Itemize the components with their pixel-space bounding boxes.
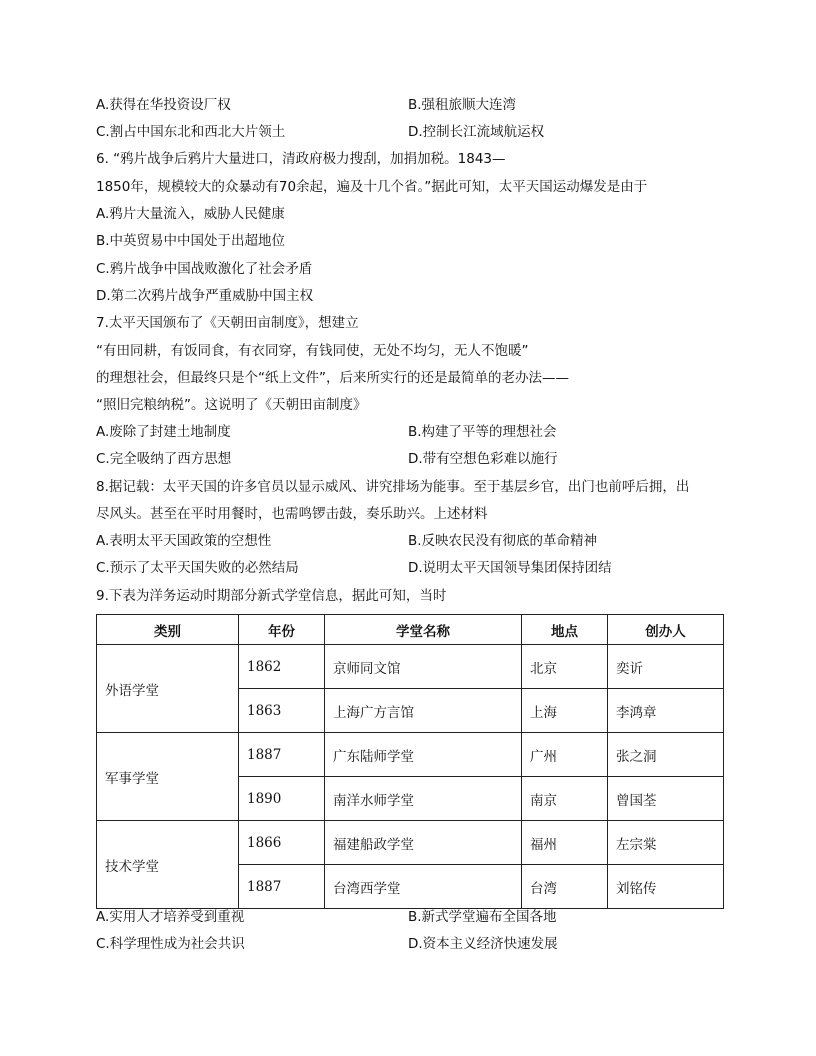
header-founder: 创办人 — [608, 615, 724, 645]
q7-stem-line1: 7.太平天国颁布了《天朝田亩制度》，想建立 — [96, 315, 359, 331]
q7-stem-line3: 的理想社会，但最终只是个“纸上文件”，后来所实行的还是最简单的老办法—— — [96, 370, 569, 386]
header-year: 年份 — [239, 615, 325, 645]
q7-option-b: B.构建了平等的理想社会 — [408, 424, 557, 440]
q6-option-b: B.中英贸易中中国处于出超地位 — [96, 233, 286, 249]
table-row — [97, 821, 724, 865]
q5-option-d: D.控制长江流域航运权 — [408, 124, 545, 140]
q6-option-d: D.第二次鸦片战争严重威胁中国主权 — [96, 288, 314, 304]
school-name-cell: 上海广方言馆 — [325, 689, 522, 733]
founder-cell: 刘铭传 — [608, 865, 724, 909]
year-cell: 1887 — [239, 865, 325, 909]
q9-option-a: A.实用人才培养受到重视 — [96, 909, 245, 925]
location-cell: 广州 — [522, 733, 608, 777]
school-name-cell: 福建船政学堂 — [325, 821, 522, 865]
q5-option-b: B.强租旅顺大连湾 — [408, 97, 517, 113]
q6-stem-line2: 1850年，规模较大的众暴动有70余起，遍及十几个省。”据此可知，太平天国运动爆发是由于 — [96, 179, 648, 195]
category-cell: 技术学堂 — [97, 821, 239, 909]
q8-stem-line2: 尽风头。甚至在平时用餐时，也需鸣锣击鼓，奏乐助兴。上述材料 — [96, 506, 488, 522]
q8-stem-line1: 8.据记载：太平天国的许多官员以显示威风、讲究排场为能事。至于基层乡官，出门也前呼后拥，出 — [96, 479, 690, 495]
header-category: 类别 — [97, 615, 239, 645]
q7-option-a: A.废除了封建土地制度 — [96, 424, 231, 440]
q9-option-d: D.资本主义经济快速发展 — [408, 936, 558, 952]
school-name-cell: 广东陆师学堂 — [325, 733, 522, 777]
q8-option-c: C.预示了太平天国失败的必然结局 — [96, 560, 299, 576]
schools-table — [96, 614, 724, 909]
q9-option-b: B.新式学堂遍布全国各地 — [408, 909, 557, 925]
school-name-cell: 京师同文馆 — [325, 645, 522, 689]
q9-stem: 9.下表为洋务运动时期部分新式学堂信息，据此可知，当时 — [96, 588, 447, 604]
q5-option-a: A.获得在华投资设厂权 — [96, 97, 231, 113]
q9-option-c: C.科学理性成为社会共识 — [96, 936, 245, 952]
location-cell: 南京 — [522, 777, 608, 821]
q7-stem-line2: “有田同耕，有饭同食，有衣同穿，有钱同使，无处不均匀，无人不饱暖” — [96, 343, 529, 359]
table-row — [97, 733, 724, 777]
founder-cell: 李鸿章 — [608, 689, 724, 733]
location-cell: 北京 — [522, 645, 608, 689]
q7-stem-line4: “照旧完粮纳税”。这说明了《天朝田亩制度》 — [96, 397, 367, 413]
founder-cell: 左宗棠 — [608, 821, 724, 865]
founder-cell: 张之洞 — [608, 733, 724, 777]
location-cell: 福州 — [522, 821, 608, 865]
header-location: 地点 — [522, 615, 608, 645]
year-cell: 1863 — [239, 689, 325, 733]
location-cell: 台湾 — [522, 865, 608, 909]
q7-option-c: C.完全吸纳了西方思想 — [96, 451, 232, 467]
q7-option-d: D.带有空想色彩难以施行 — [408, 451, 558, 467]
q8-option-b: B.反映农民没有彻底的革命精神 — [408, 533, 598, 549]
year-cell: 1887 — [239, 733, 325, 777]
category-cell: 军事学堂 — [97, 733, 239, 821]
table-header-row — [97, 615, 724, 645]
q6-stem-line1: 6. “鸦片战争后鸦片大量进口，清政府极力搜刮，加捐加税。1843— — [96, 151, 506, 167]
year-cell: 1862 — [239, 645, 325, 689]
q6-option-c: C.鸦片战争中国战败激化了社会矛盾 — [96, 261, 313, 277]
location-cell: 上海 — [522, 689, 608, 733]
category-cell: 外语学堂 — [97, 645, 239, 733]
q5-option-c: C.割占中国东北和西北大片领土 — [96, 124, 286, 140]
school-name-cell: 南洋水师学堂 — [325, 777, 522, 821]
table-row — [97, 645, 724, 689]
school-name-cell: 台湾西学堂 — [325, 865, 522, 909]
year-cell: 1866 — [239, 821, 325, 865]
q8-option-a: A.表明太平天国政策的空想性 — [96, 533, 272, 549]
year-cell: 1890 — [239, 777, 325, 821]
founder-cell: 曾国荃 — [608, 777, 724, 821]
header-school-name: 学堂名称 — [325, 615, 522, 645]
q6-option-a: A.鸦片大量流入，威胁人民健康 — [96, 206, 285, 222]
q8-option-d: D.说明太平天国领导集团保持团结 — [408, 560, 612, 576]
founder-cell: 奕䜣 — [608, 645, 724, 689]
